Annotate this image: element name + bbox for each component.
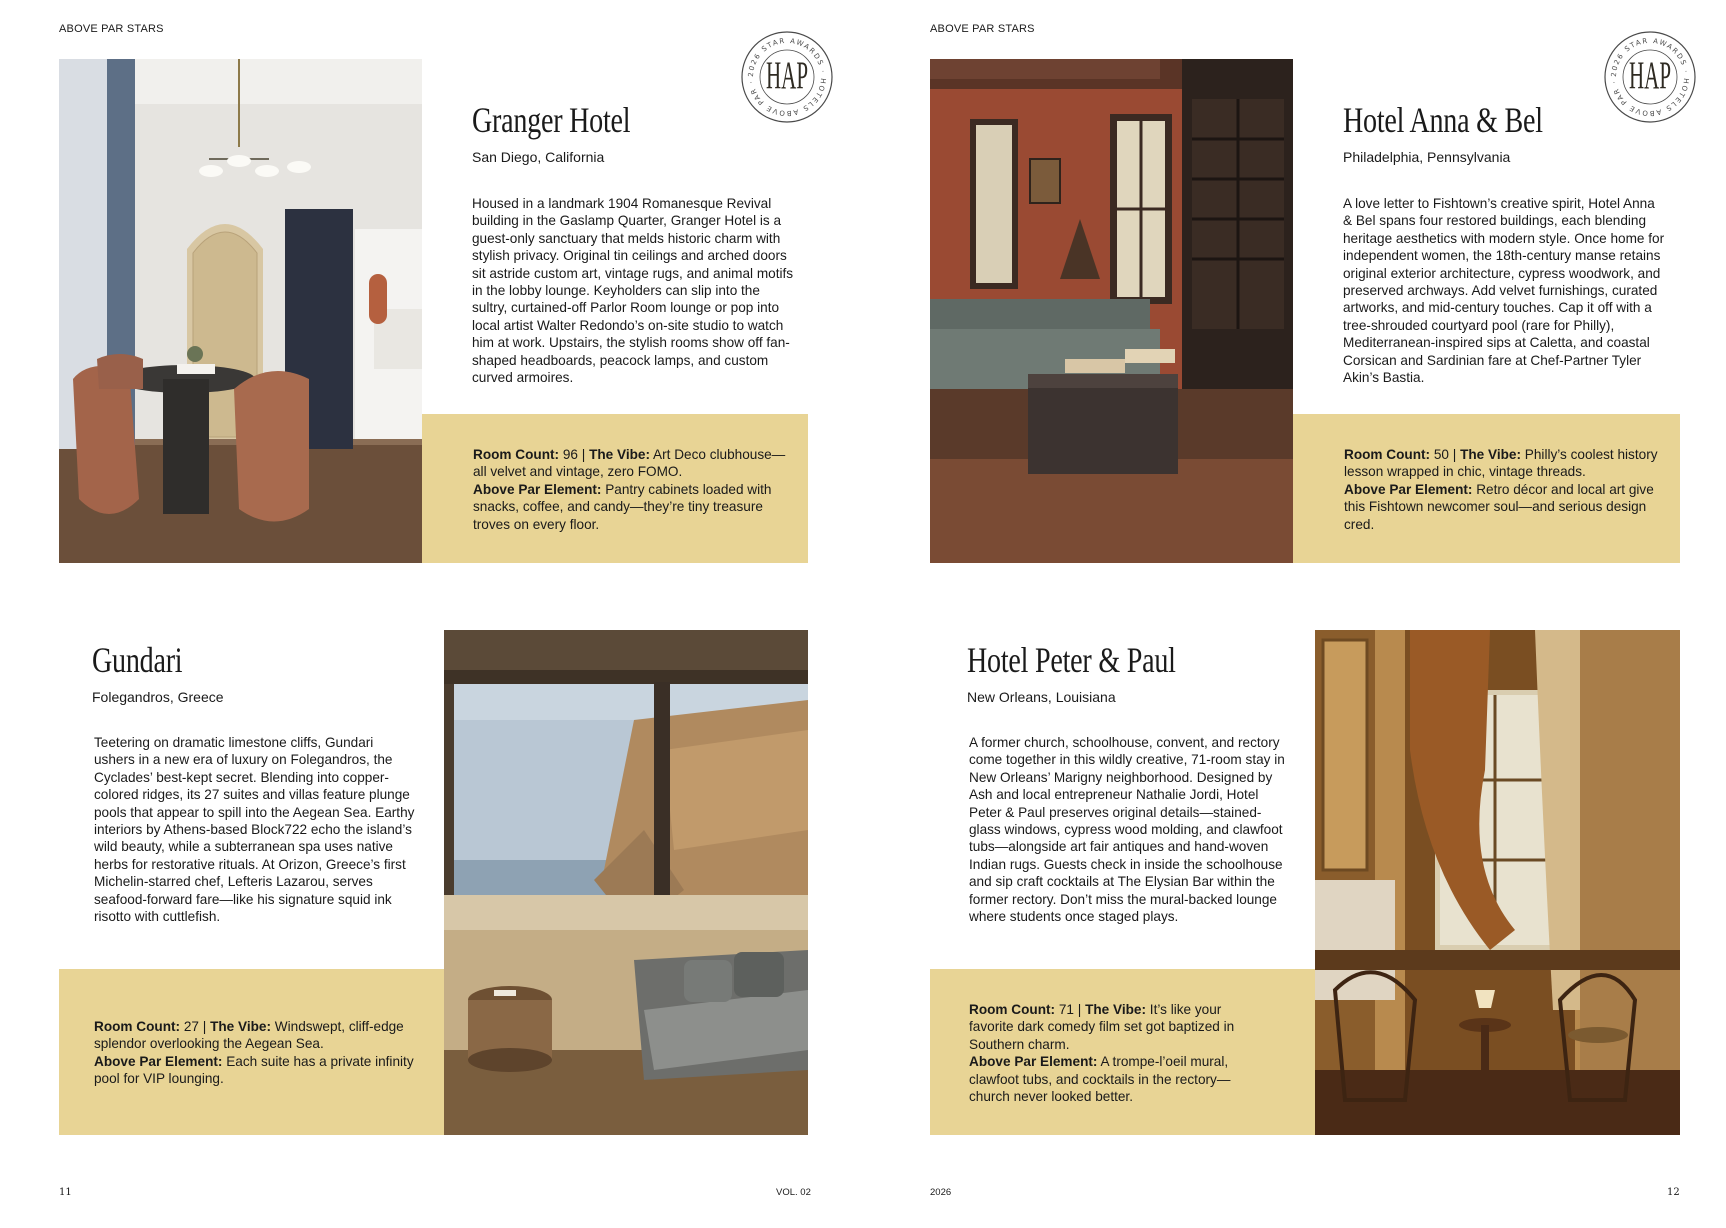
hotel-anna-bel-photo	[930, 59, 1293, 563]
room-count: 71	[1058, 1002, 1074, 1017]
running-head: ABOVE PAR STARS	[930, 23, 1035, 35]
vibe-text: Philly’s coolest history lesson wrapped in chic, vintage threads.	[1344, 447, 1658, 480]
vibe-text: It’s like your favorite dark comedy film set got baptized in Southern charm.	[969, 1002, 1235, 1052]
facts-separator: |	[581, 447, 586, 462]
hotel-description: Teetering on dramatic limestone cliffs, Gundari ushers in a new era of luxury on Folegandros, the Cyclades’ best-kept secret. Blending into copper-colored ridges, its 27 suites and villas feature plunge pools that appear to spill into the Aegean Sea. Earthy interiors by Athens-based Block722 echo the island’s wild beauty, while a subterranean spa uses native herbs for restorative rituals. At Orizon, Greece’s first Michelin-starred chef, Lefteris Lazarou, serves seafood-forward fare—like his signature squid ink risotto with cuttlefish.	[94, 735, 415, 925]
room-count: 96	[562, 447, 578, 462]
hotel-location: San Diego, California	[472, 149, 605, 165]
svg-text:2026 STAR AWARDS · HOTELS ABOV: 2026 STAR AWARDS · HOTELS ABOVE PAR ·	[746, 36, 828, 118]
above-par-element-text: Retro décor and local art give this Fishtown newcomer soul—and serious design cred.	[1344, 481, 1654, 532]
hotel-description: A former church, schoolhouse, convent, and rectory come together in this wildly creative, 71-room stay in New Orleans’ Marigny neighborhood. Designed by Ash and local entrepreneur Nathalie Jordi, Hotel Peter & Paul preserves original details—stained-glass windows, cypress wood molding, and clawfoot tubs—alongside art fair antiques and hand-woven Indian rugs. Guests check in inside the schoolhouse and sip craft cocktails at The Elysian Bar within the former rectory. Don’t miss the mural-backed lounge where students once staged plays.	[969, 735, 1285, 925]
vibe-label: The Vibe:	[1085, 1002, 1147, 1017]
room-count-label: Room Count:	[1344, 447, 1431, 462]
hotel-facts	[473, 446, 791, 533]
vibe-text: Art Deco clubhouse—all velvet and vintage, zero FOMO.	[473, 447, 786, 480]
room-count-label: Room Count:	[473, 447, 560, 462]
volume-label: VOL. 02	[776, 1187, 811, 1198]
hotel-location: New Orleans, Louisiana	[967, 689, 1116, 705]
svg-text:HAP: HAP	[766, 53, 808, 97]
vibe-text: Windswept, cliff-edge splendor overlooking the Aegean Sea.	[94, 1019, 404, 1052]
facts-separator: |	[1077, 1002, 1082, 1017]
hotel-facts	[94, 1018, 424, 1088]
room-count: 50	[1433, 447, 1449, 462]
above-par-element-label: Above Par Element:	[969, 1054, 1098, 1070]
facts-separator: |	[1452, 447, 1457, 462]
room-count-label: Room Count:	[969, 1002, 1056, 1017]
svg-text:2026 STAR AWARDS · HOTELS ABOV: 2026 STAR AWARDS · HOTELS ABOVE PAR ·	[1609, 36, 1691, 118]
room-count-label: Room Count:	[94, 1019, 181, 1034]
right-page	[863, 0, 1726, 1228]
hotel-peter-paul-photo	[1315, 630, 1680, 1135]
above-par-element-label: Above Par Element:	[94, 1053, 223, 1069]
year-label: 2026	[930, 1187, 952, 1198]
hotel-name: Gundari	[92, 640, 183, 680]
hotel-name: Granger Hotel	[472, 100, 631, 140]
star-awards-seal-graphic	[1603, 30, 1697, 124]
hotel-location: Folegandros, Greece	[92, 689, 224, 705]
above-par-element-label: Above Par Element:	[473, 481, 602, 497]
above-par-element-text: Each suite has a private infinity pool for VIP lounging.	[94, 1053, 414, 1087]
vibe-label: The Vibe:	[210, 1019, 272, 1034]
running-head: ABOVE PAR STARS	[59, 23, 164, 35]
room-count: 27	[183, 1019, 199, 1034]
page-number: 12	[1667, 1187, 1680, 1198]
gundari-photo	[444, 630, 808, 1135]
hotel-name: Hotel Anna & Bel	[1343, 100, 1543, 140]
vibe-label: The Vibe:	[589, 447, 651, 462]
hotel-facts	[1344, 446, 1662, 533]
hotel-name: Hotel Peter & Paul	[967, 640, 1176, 680]
hotel-description: Housed in a landmark 1904 Romanesque Revival building in the Gaslamp Quarter, Granger Hotel is a guest-only sanctuary that melds historic charm with stylish privacy. Original tin ceilings and arched doors sit astride custom art, vintage rugs, and animal motifs in the lobby lounge. Keyholders can slip into the sultry, curtained-off Parlor Room lounge or pop into local artist Walter Redondo’s on-site studio to watch him at work. Upstairs, the stylish rooms show off fan-shaped headboards, peacock lamps, and custom curved armoires.	[472, 196, 794, 386]
above-par-element-label: Above Par Element:	[1344, 481, 1473, 497]
page-number: 11	[59, 1187, 72, 1198]
above-par-element-text: Pantry cabinets loaded with snacks, coffee, and candy—they’re tiny treasure troves on every floor.	[473, 481, 772, 532]
facts-separator: |	[202, 1019, 207, 1034]
star-awards-seal	[1603, 30, 1697, 124]
hotel-facts	[969, 1001, 1269, 1105]
vibe-label: The Vibe:	[1460, 447, 1522, 462]
hotel-location: Philadelphia, Pennsylvania	[1343, 149, 1511, 165]
above-par-element-text: A trompe-l’oeil mural, clawfoot tubs, and cocktails in the rectory—church never looked better.	[969, 1054, 1231, 1105]
svg-text:HAP: HAP	[1629, 53, 1671, 97]
star-awards-seal-graphic	[740, 30, 834, 124]
hotel-description: A love letter to Fishtown’s creative spirit, Hotel Anna & Bel spans four restored buildings, each blending heritage aesthetics with modern style. Once home for independent women, the 18th-century manse retains original exterior architecture, cypress woodwork, and preserved archways. Add velvet furnishings, curated artworks, and mid-century touches. Cap it off with a tree-shrouded courtyard pool (rare for Philly), Mediterranean-inspired sips at Caletta, and coastal Corsican and Sardinian fare at Chef-Partner Tyler Akin’s Bastia.	[1343, 196, 1665, 386]
star-awards-seal	[740, 30, 834, 124]
granger-hotel-photo	[59, 59, 422, 563]
